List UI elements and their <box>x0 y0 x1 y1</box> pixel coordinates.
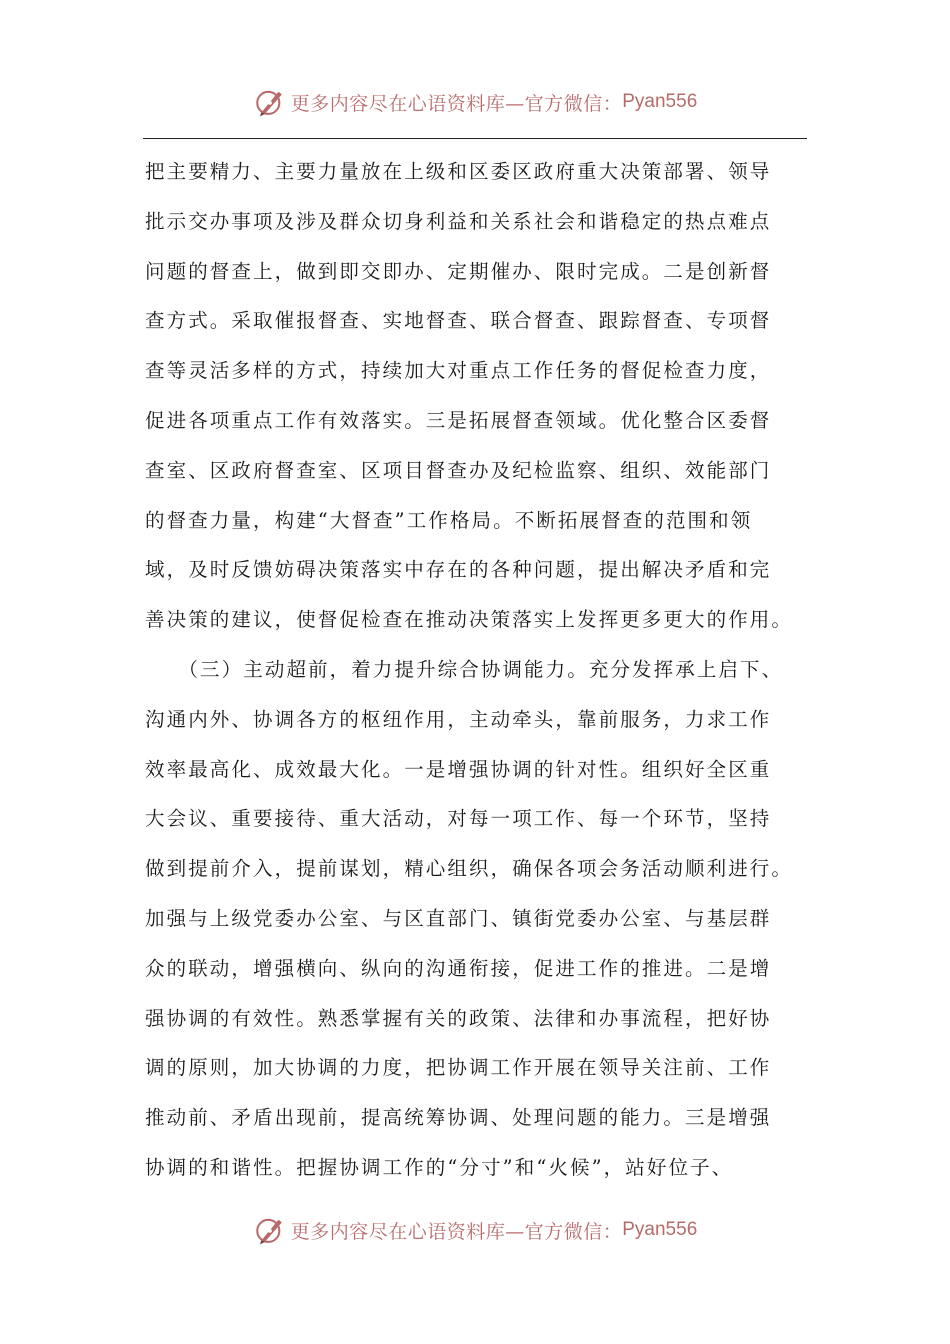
text-line: 域，及时反馈妨碍决策落实中存在的各种问题，提出解决矛盾和完 <box>145 558 772 582</box>
header-banner-text: 更多内容尽在心语资料库—官方微信： <box>290 92 623 115</box>
text-line: 强协调的有效性。熟悉掌握有关的政策、法律和办事流程，把好协 <box>145 1006 772 1030</box>
text-line: 效率最高化、成效最大化。一是增强协调的针对性。组织好全区重 <box>145 757 772 781</box>
text-line: 查方式。采取催报督查、实地督查、联合督查、跟踪督查、专项督 <box>145 309 772 333</box>
document-body <box>145 147 825 1193</box>
text-line: 调的原则，加大协调的力度，把协调工作开展在领导关注前、工作 <box>145 1056 772 1080</box>
text-line: 问题的督查上，做到即交即办、定期催办、限时完成。二是创新督 <box>145 259 772 283</box>
text-line: 加强与上级党委办公室、与区直部门、镇街党委办公室、与基层群 <box>145 906 772 930</box>
text-line: 查室、区政府督查室、区项目督查办及纪检监察、组织、效能部门 <box>145 458 772 482</box>
text-line: 众的联动，增强横向、纵向的沟通衔接，促进工作的推进。二是增 <box>145 956 772 980</box>
header-rule <box>143 138 807 139</box>
pen-circle-logo-icon <box>253 1213 287 1247</box>
text-line: 促进各项重点工作有效落实。三是拓展督查领域。优化整合区委督 <box>145 408 772 432</box>
section-heading-line: （三）主动超前，着力提升综合协调能力。充分发挥承上启下、 <box>145 657 784 681</box>
text-line: 查等灵活多样的方式，持续加大对重点工作任务的督促检查力度， <box>145 359 772 383</box>
footer-banner <box>0 1208 950 1252</box>
text-line: 的督查力量，构建“大督查”工作格局。不断拓展督查的范围和领 <box>145 508 753 532</box>
text-line: 推动前、矛盾出现前，提高统筹协调、处理问题的能力。三是增强 <box>145 1106 772 1130</box>
text-line: 协调的和谐性。把握协调工作的“分寸”和“火候”，站好位子、 <box>145 1155 734 1179</box>
footer-banner-text: 更多内容尽在心语资料库—官方微信： <box>290 1220 623 1243</box>
pen-circle-logo-icon <box>253 85 287 119</box>
header-banner <box>0 80 950 124</box>
text-line: 沟通内外、协调各方的枢纽作用，主动牵头，靠前服务，力求工作 <box>145 707 772 731</box>
text-line: 善决策的建议，使督促检查在推动决策落实上发挥更多更大的作用。 <box>145 608 794 632</box>
text-line: 大会议、重要接待、重大活动，对每一项工作、每一个环节，坚持 <box>145 807 772 831</box>
text-line: 做到提前介入，提前谋划，精心组织，确保各项会务活动顺利进行。 <box>145 857 794 881</box>
text-line: 把主要精力、主要力量放在上级和区委区政府重大决策部署、领导 <box>145 160 772 183</box>
header-banner-id: Pyan556 <box>622 91 698 112</box>
text-line: 批示交办事项及涉及群众切身利益和关系社会和谐稳定的热点难点 <box>145 209 772 233</box>
footer-banner-id: Pyan556 <box>622 1219 698 1240</box>
